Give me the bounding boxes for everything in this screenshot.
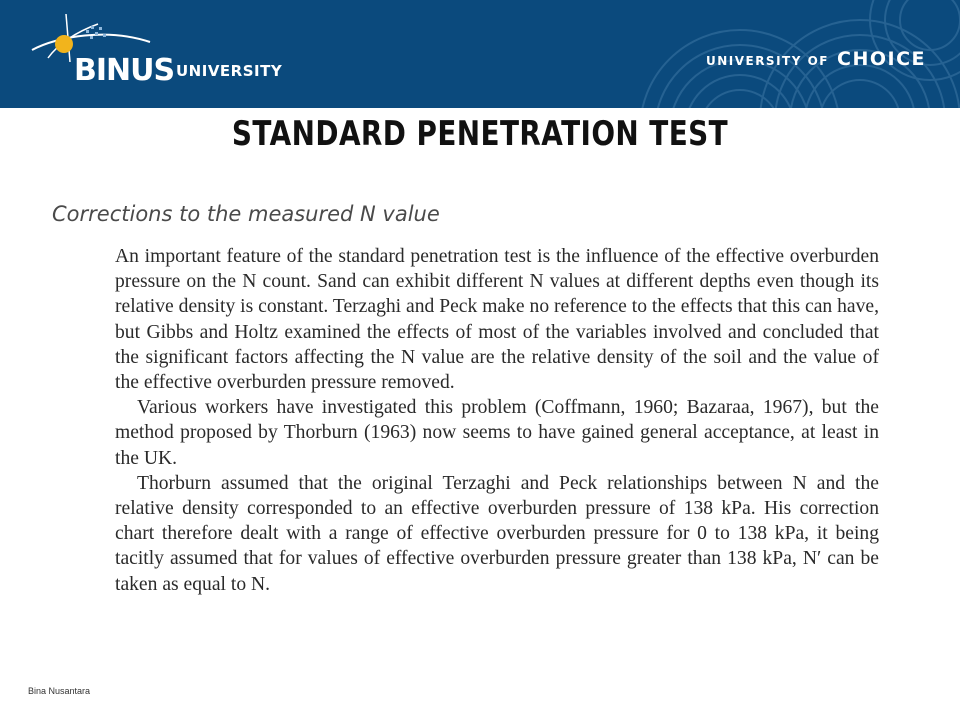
paragraph-2: Various workers have investigated this problem (Coffmann, 1960; Bazaraa, 1967), but the method proposed by Thorburn (1963) now seems to have gained general acceptance, at least in the UK. bbox=[115, 397, 879, 469]
logo-university-text: UNIVERSITY bbox=[176, 62, 283, 80]
binus-logo bbox=[28, 14, 308, 94]
footer-text: Bina Nusantara bbox=[28, 686, 91, 696]
paragraph-3: Thorburn assumed that the original Terzaghi and Peck relationships between N and the relative density corresponded to an effective overburden pressure of 138 kPa. His correction chart therefore dealt with a range of effective overburden pressure for 0 to 138 kPa, it being tacitly assumed that for values of effective overburden pressure greater than 138 kPa, N′ can be taken as equal to N. bbox=[115, 472, 879, 595]
slide-title: STANDARD PENETRATION TEST bbox=[231, 114, 729, 154]
paragraph-1: An important feature of the standard penetration test is the influence of the effective overburden pressure on the N count. Sand can exhibit different N values at different depths even though its relative density is constant. Terzaghi and Peck make no reference to the effects that this can have, but Gibbs and Holtz examined the effects of most of the variables involved and concluded that the significant factors affecting the N value are the relative density of the soil and the value of the effective overburden pressure removed. bbox=[115, 246, 879, 394]
tagline-main: CHOICE bbox=[837, 48, 926, 70]
tagline-prefix: UNIVERSITY OF bbox=[705, 54, 829, 68]
logo-binus-text: BINUS bbox=[74, 53, 175, 88]
header-banner bbox=[0, 0, 960, 108]
body-text bbox=[115, 244, 879, 597]
slide-subtitle: Corrections to the measured N value bbox=[52, 202, 440, 226]
tagline bbox=[706, 48, 926, 70]
